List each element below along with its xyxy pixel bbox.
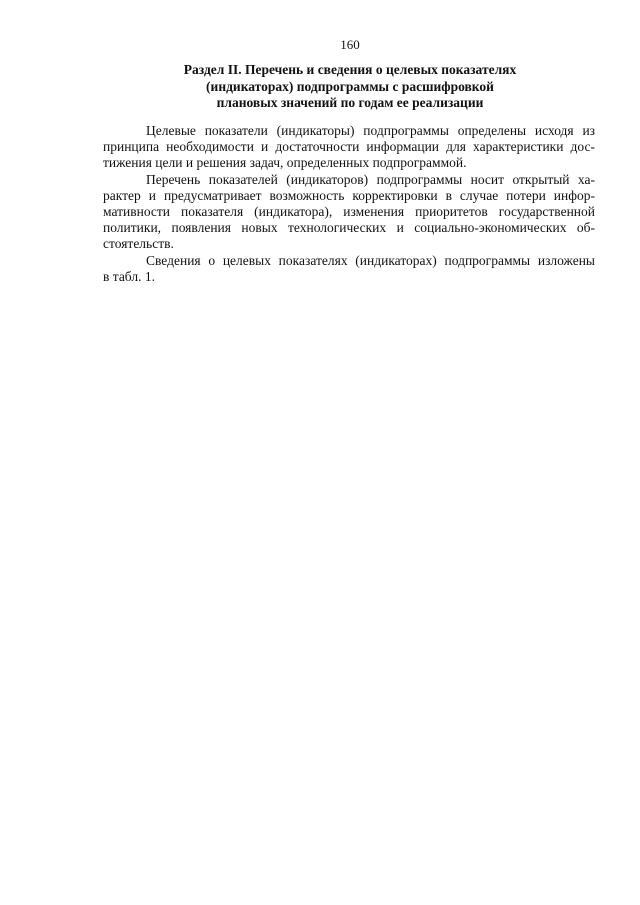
- text-line: Сведения о целевых показателях (индикаторах) подпрограммы изложены: [146, 252, 595, 268]
- text-line: в табл. 1.: [103, 268, 155, 284]
- page-number: 160: [340, 37, 360, 52]
- text-line: принципа необходимости и достаточности информации для характеристики дос-: [103, 139, 595, 155]
- heading-line: (индикаторах) подпрограммы с расшифровкой: [206, 78, 494, 94]
- section-heading: [80, 62, 620, 112]
- text-line: мативности показателя (индикатора), изменения приоритетов государственной: [103, 204, 595, 220]
- text-line: Перечень показателей (индикаторов) подпрограммы носит открытый ха-: [146, 171, 595, 187]
- heading-line: плановых значений по годам ее реализации: [216, 95, 484, 110]
- document-body: [103, 123, 595, 285]
- text-line: Целевые показатели (индикаторы) подпрограммы определены исходя из: [146, 123, 595, 138]
- heading-line: Раздел II. Перечень и сведения о целевых показателях: [183, 62, 517, 77]
- paragraph-indicators-defined: [103, 123, 595, 172]
- text-line: тижения цели и решения задач, определенных подпрограммой.: [103, 155, 467, 171]
- paragraph-table-reference: [103, 253, 595, 285]
- text-line: рактер и предусматривает возможность корректировки в случае потери инфор-: [103, 187, 595, 203]
- text-line: стоятельств.: [103, 236, 174, 252]
- paragraph-indicators-list: [103, 172, 595, 253]
- text-line: политики, появления новых технологических и социально-экономических об-: [103, 220, 595, 236]
